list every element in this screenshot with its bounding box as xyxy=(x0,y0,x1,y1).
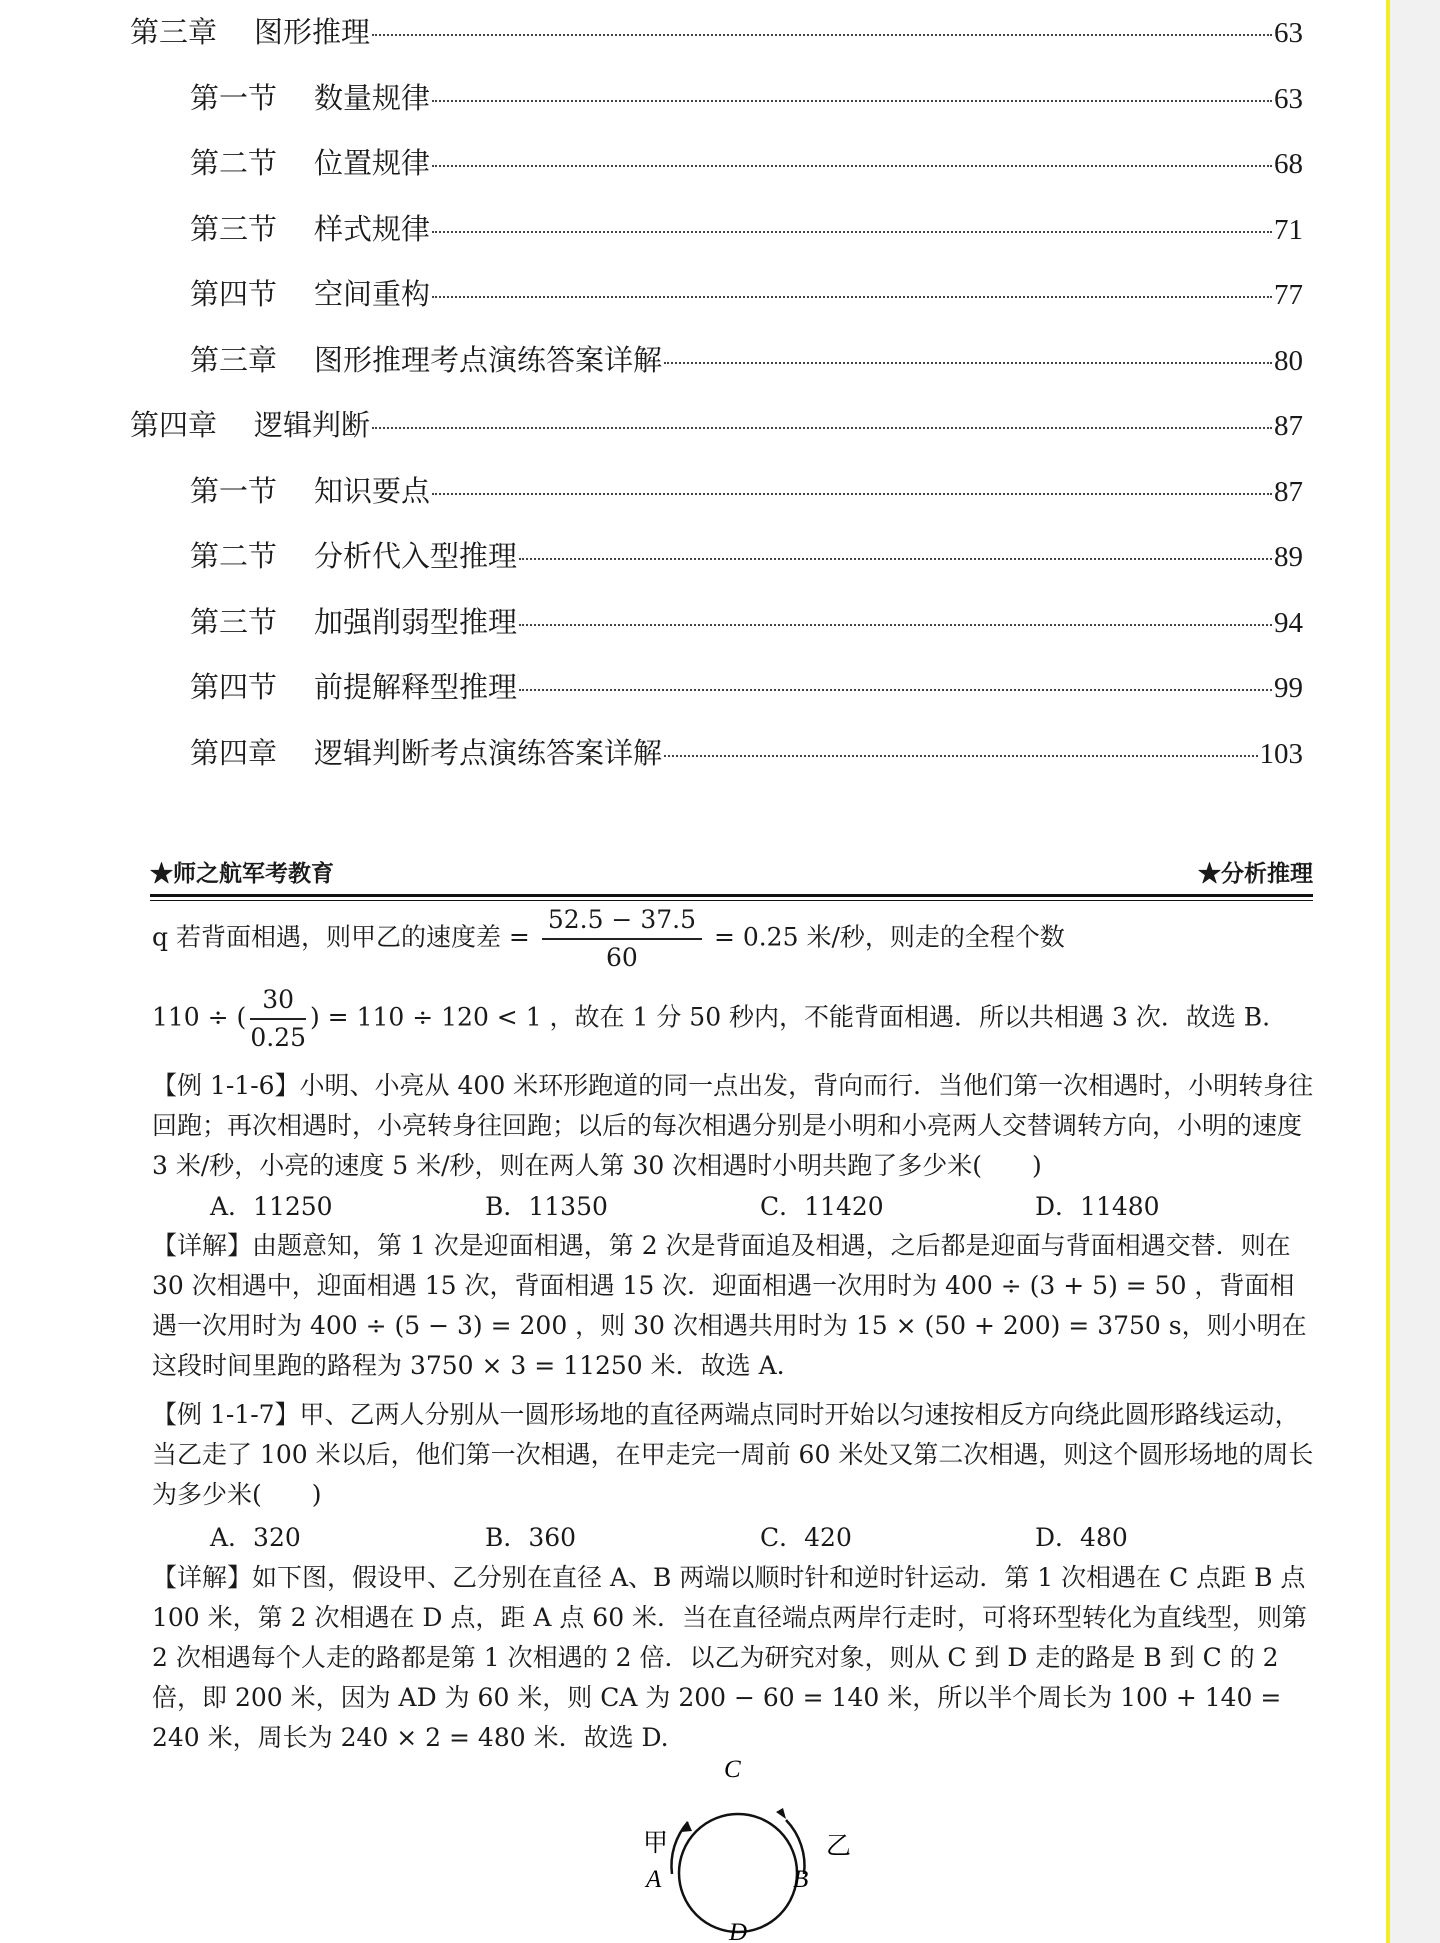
numerator: 30 xyxy=(250,985,306,1020)
toc-number: 第一节 xyxy=(190,473,278,508)
toc-number: 第四章 xyxy=(190,735,278,770)
toc-leader-dots xyxy=(432,165,1272,167)
option-b: B．360 xyxy=(485,1523,577,1552)
toc-entry[interactable] xyxy=(190,665,1303,705)
toc-title: 图形推理考点演练答案详解 xyxy=(314,342,663,377)
example-1-1-7-question: 【例 1-1-7】甲、乙两人分别从一圆形场地的直径两端点同时开始以匀速按相反方向绕此圆形路线运动，当乙走了 100 米以后，他们第一次相遇，在甲走完一周前 60 米处又第二次相遇，则这个圆形场地的周长为多少米( ) xyxy=(152,1400,1314,1509)
yi-arrowhead xyxy=(776,1808,786,1819)
toc-page-number: 99 xyxy=(1274,672,1303,704)
toc-number: 第四节 xyxy=(190,670,278,704)
toc-title: 图形推理 xyxy=(254,15,371,49)
example-1-1-7-options xyxy=(210,1518,1310,1554)
option-a: A．11250 xyxy=(210,1192,333,1221)
numerator: 52.5 − 37.5 xyxy=(542,905,702,940)
toc-entry[interactable] xyxy=(190,469,1303,509)
toc-page-number: 103 xyxy=(1259,737,1303,770)
toc-leader-dots xyxy=(432,296,1272,298)
example-1-1-6-options xyxy=(210,1187,1310,1223)
toc-entry[interactable] xyxy=(130,403,1303,443)
example-1-1-7-solution: 【详解】如下图，假设甲、乙分别在直径 A、B 两端以顺时针和逆时针运动．第 1 次相遇在 C 点距 B 点 100 米，第 2 次相遇在 D 点，距 A 点 60 米．当在直径端点两岸行走时，可将环型转化为直线型，则第 2 次相遇每个人走的路都是第 1 次相遇的 2 倍．以乙为研究对象，则从 C 到 D 走的路是 B 到 C 的 2 倍，即 200 米，因为 AD 为 60 米，则 CA 为 200 − 60 = 140 米，所以半个周长为 100 + 140 = 240 米，周长为 240 × 2 = 480 米．故选 D. xyxy=(152,1563,1308,1752)
toc-entry[interactable] xyxy=(190,600,1303,640)
toc-entry[interactable] xyxy=(190,141,1303,181)
toc-page-number: 87 xyxy=(1274,475,1303,508)
example-1-1-6-question: 【例 1-1-6】小明、小亮从 400 米环形跑道的同一点出发，背向而行．当他们第一次相遇时，小明转身往回跑；再次相遇时，小亮转身往回跑；以后的每次相遇分别是小明和小亮两人交替调转方向，小明的速度 3 米/秒，小亮的速度 5 米/秒，则在两人第 30 次相遇时小明共跑了多少米( ) xyxy=(152,1071,1314,1180)
toc-title: 逻辑判断 xyxy=(254,408,371,442)
toc-number: 第四节 xyxy=(190,277,278,311)
label-jia: 甲 xyxy=(643,1830,669,1857)
toc-title: 加强削弱型推理 xyxy=(314,604,518,639)
toc-leader-dots xyxy=(432,231,1272,233)
fraction xyxy=(250,985,306,1053)
toc-number: 第三章 xyxy=(190,342,278,377)
toc-leader-dots xyxy=(372,34,1272,36)
toc-number: 第二节 xyxy=(190,146,278,180)
toc-leader-dots xyxy=(664,755,1257,757)
toc-entry[interactable] xyxy=(190,338,1303,378)
denominator: 0.25 xyxy=(250,1023,306,1052)
toc-leader-dots xyxy=(372,427,1272,429)
running-header xyxy=(150,855,1313,897)
toc-leader-dots xyxy=(519,624,1272,626)
option-d: D．11480 xyxy=(1035,1192,1160,1221)
toc-leader-dots xyxy=(432,100,1272,102)
toc-leader-dots xyxy=(664,362,1272,364)
label-c: C xyxy=(724,1756,741,1783)
toc-title: 前提解释型推理 xyxy=(314,670,518,704)
toc-title: 位置规律 xyxy=(314,146,431,180)
toc-page-number: 89 xyxy=(1274,541,1303,573)
toc-leader-dots xyxy=(432,493,1272,495)
circle-track-diagram xyxy=(600,1752,880,1943)
toc-title: 逻辑判断考点演练答案详解 xyxy=(314,735,663,770)
toc-number: 第三章 xyxy=(130,15,218,49)
toc-page-number: 68 xyxy=(1274,148,1303,180)
toc-number: 第四章 xyxy=(130,408,218,442)
toc-title: 样式规律 xyxy=(314,211,431,246)
example-1-1-6-solution: 【详解】由题意知，第 1 次是迎面相遇，第 2 次是背面追及相遇，之后都是迎面与背面相遇交替．则在 30 次相遇中，迎面相遇 15 次，背面相遇 15 次．迎面相遇一次用时为 400 ÷ (3 + 5) = 50 ，背面相遇一次用时为 400 ÷ (5 − 3) = 200 ，则 30 次相遇共用时为 15 × (50 + 200) = 3750 s，则小明在这段时间里跑的路程为 3750 × 3 = 11250 米．故选 A. xyxy=(152,1231,1307,1380)
toc-page-number: 94 xyxy=(1274,606,1303,639)
toc-page-number: 71 xyxy=(1274,213,1303,246)
text: = 0.25 米/秒，则走的全程个数 xyxy=(713,922,1065,952)
toc-entry[interactable] xyxy=(190,534,1303,574)
text: q 若背面相遇，则甲乙的速度差 = xyxy=(152,922,530,952)
header-left: ★师之航军考教育 xyxy=(150,860,334,887)
label-yi: 乙 xyxy=(826,1833,852,1860)
text: ) = 110 ÷ 120 < 1 ，故在 1 分 50 秒内，不能背面相遇．所以共相遇 3 次．故选 B. xyxy=(309,1002,1271,1032)
toc-title: 分析代入型推理 xyxy=(314,539,518,573)
option-d: D．480 xyxy=(1035,1523,1128,1552)
toc-entry[interactable] xyxy=(190,207,1303,247)
text: 110 ÷ ( xyxy=(152,1002,247,1032)
toc-page-number: 87 xyxy=(1274,410,1303,442)
denominator: 60 xyxy=(605,943,638,972)
label-b: B xyxy=(793,1866,809,1893)
toc-title: 空间重构 xyxy=(314,277,431,311)
toc-title: 知识要点 xyxy=(314,473,431,508)
option-c: C．11420 xyxy=(760,1192,884,1221)
label-d: D xyxy=(729,1919,748,1943)
header-right: ★分析推理 xyxy=(1198,860,1313,887)
track-circle xyxy=(679,1814,797,1932)
toc-page-number: 80 xyxy=(1274,344,1303,377)
fraction xyxy=(542,905,702,973)
toc-number: 第二节 xyxy=(190,539,278,573)
option-b: B．11350 xyxy=(485,1192,608,1221)
toc-title: 数量规律 xyxy=(314,80,431,115)
option-c: C．420 xyxy=(760,1523,852,1552)
toc-entry[interactable] xyxy=(190,76,1303,116)
toc-page-number: 77 xyxy=(1274,279,1303,311)
toc-page-number: 63 xyxy=(1274,17,1303,49)
paragraph-speed-difference xyxy=(152,905,1317,973)
label-a: A xyxy=(646,1866,662,1893)
toc-entry[interactable] xyxy=(190,272,1303,312)
toc-entry[interactable] xyxy=(130,10,1303,50)
option-a: A．320 xyxy=(210,1523,301,1552)
toc-leader-dots xyxy=(519,558,1272,560)
toc-number: 第一节 xyxy=(190,80,278,115)
toc-page-number: 63 xyxy=(1274,82,1303,115)
paragraph-total-meetings xyxy=(152,985,1317,1053)
toc-entry[interactable] xyxy=(190,731,1303,771)
toc-number: 第三节 xyxy=(190,211,278,246)
toc-leader-dots xyxy=(519,689,1272,691)
toc-number: 第三节 xyxy=(190,604,278,639)
